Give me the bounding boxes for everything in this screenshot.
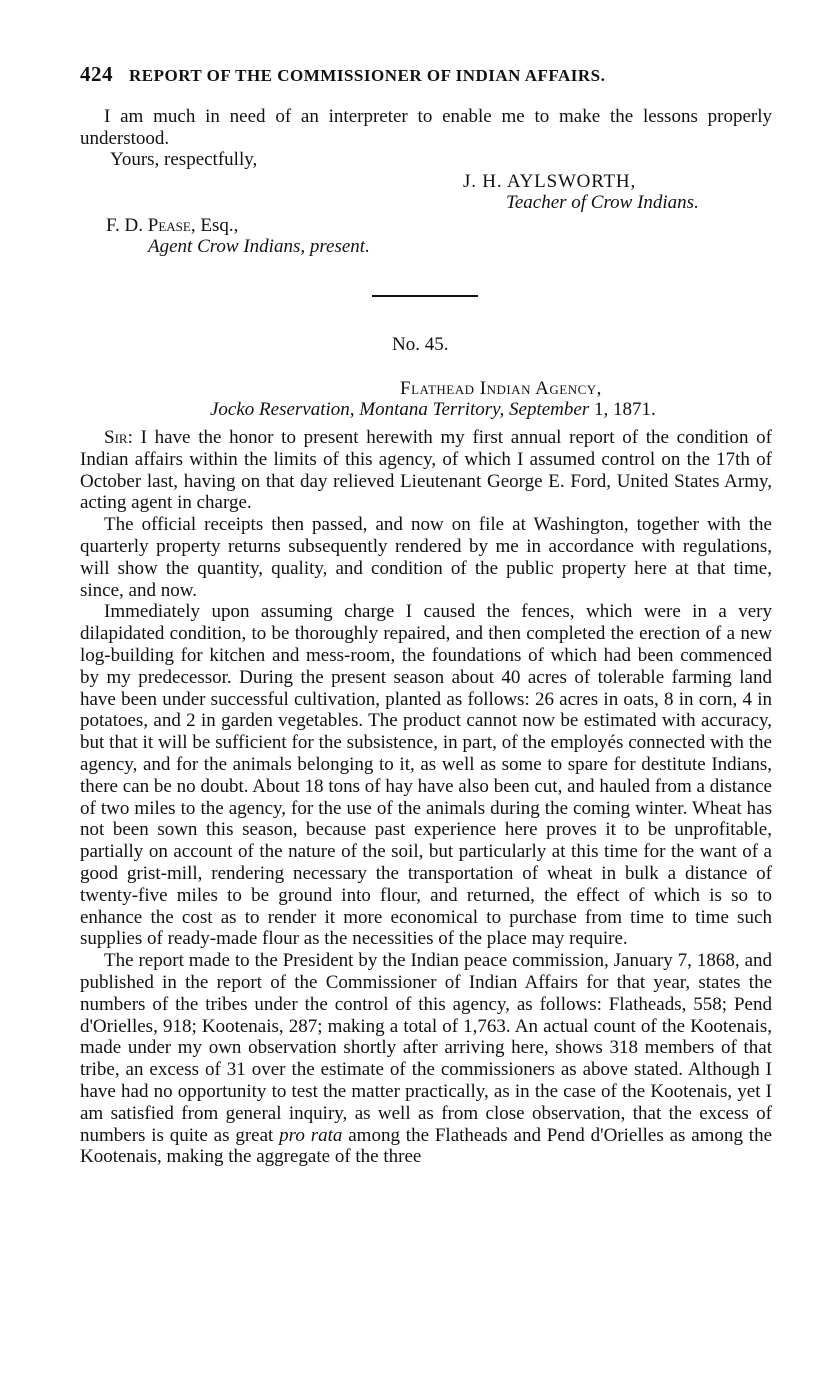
paragraph-2: The official receipts then passed, and now on file at Washington, together with the quarterly property returns subsequently rendered by me in accordance with regulations, will show the quantity, quality, and condition of the public property here at that time, since, and now. [80, 514, 772, 601]
addressee-name-suffix: , Esq., [190, 215, 239, 236]
addressee-title: Agent Crow Indians, present. [148, 236, 370, 257]
previous-letter-closing-paragraph: I am much in need of an interpreter to enable me to make the lessons properly understood. [80, 106, 772, 149]
place-date-line [210, 399, 656, 421]
paragraph-4-text-b: among the Flatheads and Pend d'Orielles as among the Kootenais, making the aggregate of the three [80, 1124, 773, 1168]
paragraph-4-text-a: The report made to the President by the Indian peace commission, January 7, 1868, and published in the report of the Commissioner of Indian Affairs for that year, states the numbers of the tribes under the control of this agency, as follows: Flatheads, 558; Pend d'Orielles, 918; Kootenais, 287; making a total of 1,763. An actual count of the Kootenais, made under my own observation shortly after arriving here, shows 318 members of that tribe, an excess of 31 over the estimate of the commissioners as above stated. Although I have had no opportunity to test the matter practically, as in the case of the Kootenais, yet I am satisfied from general inquiry, as well as from close observation, that the excess of numbers is quite as great [80, 950, 772, 1146]
signer-title: Teacher of Crow Indians. [506, 192, 699, 213]
paragraph-1 [80, 427, 772, 514]
paragraph-4 [80, 950, 772, 1168]
addressee-name-main: F. D. Pease [106, 215, 191, 236]
place-line: Jocko Reservation, Montana Territory, September [210, 399, 590, 420]
agency-heading: Flathead Indian Agency, [400, 378, 602, 399]
salutation: Sir: [104, 427, 133, 448]
paragraph-4-italic: pro rata [279, 1124, 343, 1146]
section-divider [372, 295, 478, 297]
running-header [80, 62, 760, 87]
paragraph-1-text: I have the honor to present herewith my first annual report of the condition of Indian affairs within the limits of this agency, of which I assumed control on the 17th of October last, having on that day relieved Lieutenant George E. Ford, United States Army, acting agent in charge. [80, 427, 772, 514]
page-number: 424 [80, 62, 113, 86]
letter-body [80, 427, 772, 1168]
paragraph-3: Immediately upon assuming charge I caused the fences, which were in a very dilapidated condition, to be thoroughly repaired, and then completed the erection of a new log-building for kitchen and mess-room, the foundations of which had been commenced by my predecessor. During the present season about 40 acres of tolerable farming land have been under successful cultivation, planted as follows: 26 acres in oats, 8 in corn, 4 in potatoes, and 2 in garden vegetables. The product cannot now be estimated with accuracy, but that it will be sufficient for the subsistence, in part, of the employés connected with the agency, and for the animals belonging to it, as well as some to spare for destitute Indians, there can be no doubt. About 18 tons of hay have also been cut, and hauled from a distance of two miles to the agency, for the use of the animals during the coming winter. Wheat has not been sown this season, because past experience here proves it to be unprofitable, partially on account of the nature of the soil, but particularly at this time for the want of a good grist-mill, rendering necessary the transportation of wheat in bulk a distance of twenty-five miles to be ground into flour, and returned, the effect of which is so to enhance the cost as to render it more economical to purchase from time to time such supplies of ready-made flour as the necessities of the place may require. [80, 601, 772, 950]
signer-name: J. H. AYLSWORTH, [463, 171, 637, 192]
letter-closing: Yours, respectfully, [110, 149, 258, 170]
document-number: No. 45. [392, 334, 449, 355]
running-title: REPORT OF THE COMMISSIONER OF INDIAN AFFAIRS. [129, 66, 606, 85]
date-line: 1, 1871. [593, 399, 656, 420]
addressee-name [106, 215, 238, 237]
